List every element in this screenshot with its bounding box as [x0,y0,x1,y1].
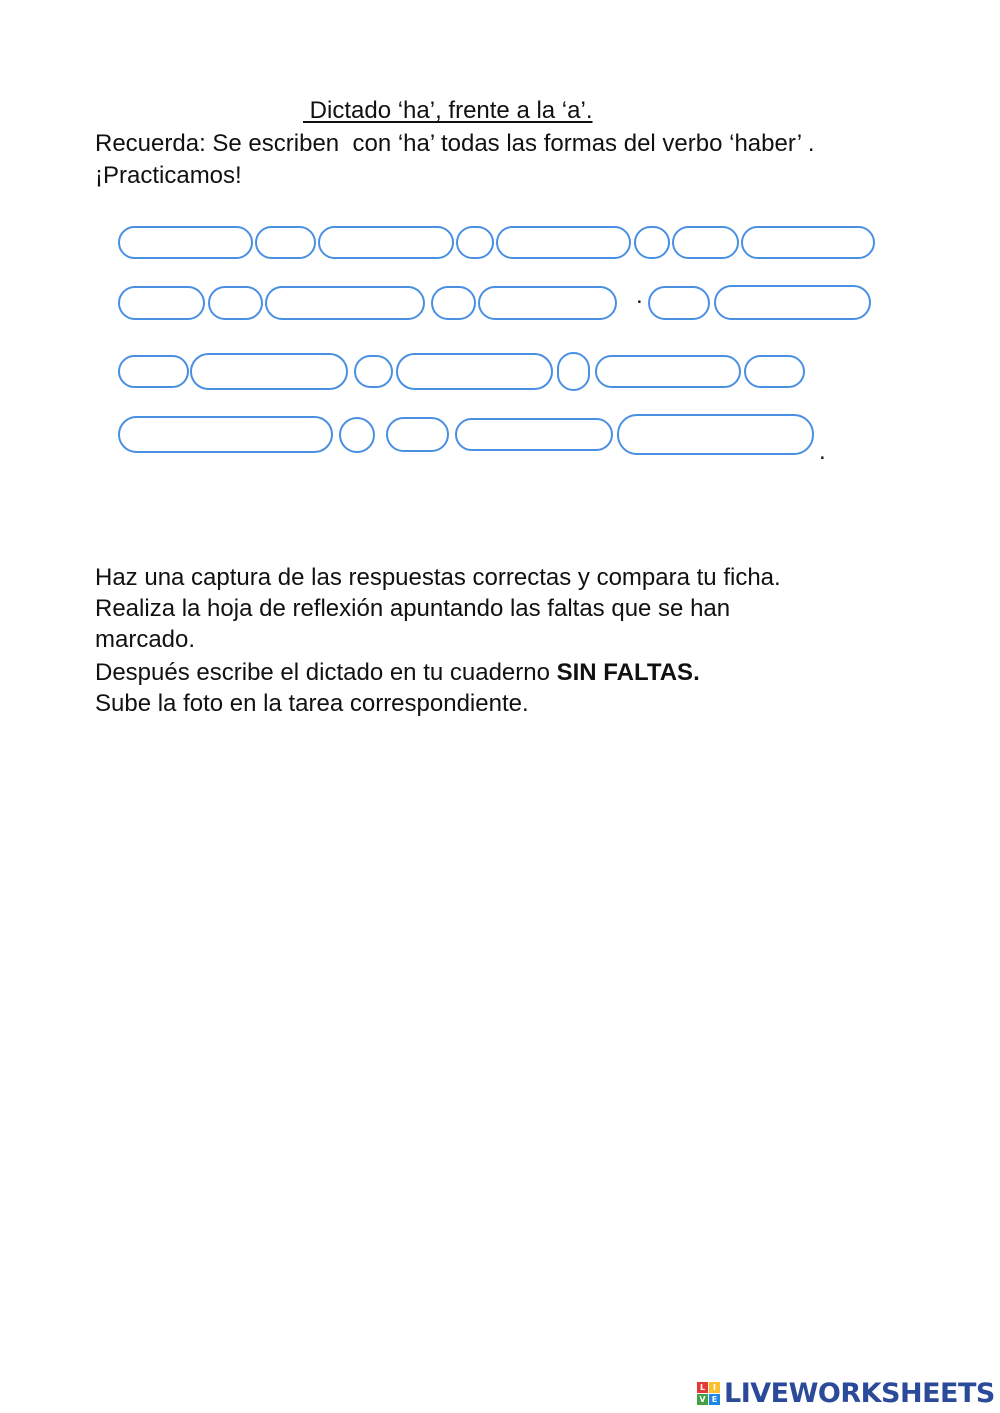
instruction-line-2: Realiza la hoja de reflexión apuntando las faltas que se han [95,595,731,622]
logo-mark-letter: I [709,1382,720,1393]
liveworksheets-logo [697,1378,995,1408]
logo-mark-letter: V [697,1394,708,1405]
answer-blank[interactable] [714,285,871,320]
answer-blank[interactable] [118,416,333,453]
emphasis-text: SIN FALTAS. [556,659,700,686]
answer-blank[interactable] [208,286,263,320]
answer-blank[interactable] [118,286,205,320]
sentence-period: . [636,282,643,309]
intro-line-1: Recuerda: Se escriben con ‘ha’ todas las formas del verbo ‘haber’ . [95,130,815,157]
answer-blank[interactable] [386,417,449,452]
worksheet-title: Dictado ‘ha’, frente a la ‘a’. [303,97,593,124]
answer-blank[interactable] [265,286,425,320]
answer-blank[interactable] [396,353,553,390]
answer-blank[interactable] [455,418,613,451]
answer-blank[interactable] [744,355,805,388]
instruction-text: Después escribe el dictado en tu cuaderno [95,659,557,686]
answer-blank[interactable] [339,417,375,453]
answer-blank[interactable] [478,286,617,320]
logo-text: LIVEWORKSHEETS [724,1377,995,1409]
answer-blank[interactable] [431,286,476,320]
answer-blank[interactable] [672,226,739,259]
answer-blank[interactable] [496,226,631,259]
answer-blank[interactable] [595,355,741,388]
logo-mark-letter: E [709,1394,720,1405]
answer-blank[interactable] [648,286,710,320]
instruction-line-4 [95,657,700,688]
logo-mark-letter: L [697,1382,708,1393]
instruction-line-5: Sube la foto en la tarea correspondiente. [95,690,529,717]
intro-line-2: ¡Practicamos! [95,162,242,189]
logo-mark-icon [697,1382,720,1405]
answer-blank[interactable] [255,226,316,259]
instruction-line-3: marcado. [95,626,196,653]
answer-blank[interactable] [354,355,393,388]
answer-blank[interactable] [190,353,348,390]
answer-blank[interactable] [118,226,253,259]
answer-blank[interactable] [634,226,670,259]
answer-blank[interactable] [617,414,814,455]
instruction-line-1: Haz una captura de las respuestas correctas y compara tu ficha. [95,564,781,591]
sentence-period: . [819,438,826,465]
answer-blank[interactable] [318,226,454,259]
answer-blank[interactable] [456,226,494,259]
answer-blank[interactable] [557,352,590,391]
answer-blank[interactable] [118,355,189,388]
answer-blank[interactable] [741,226,875,259]
